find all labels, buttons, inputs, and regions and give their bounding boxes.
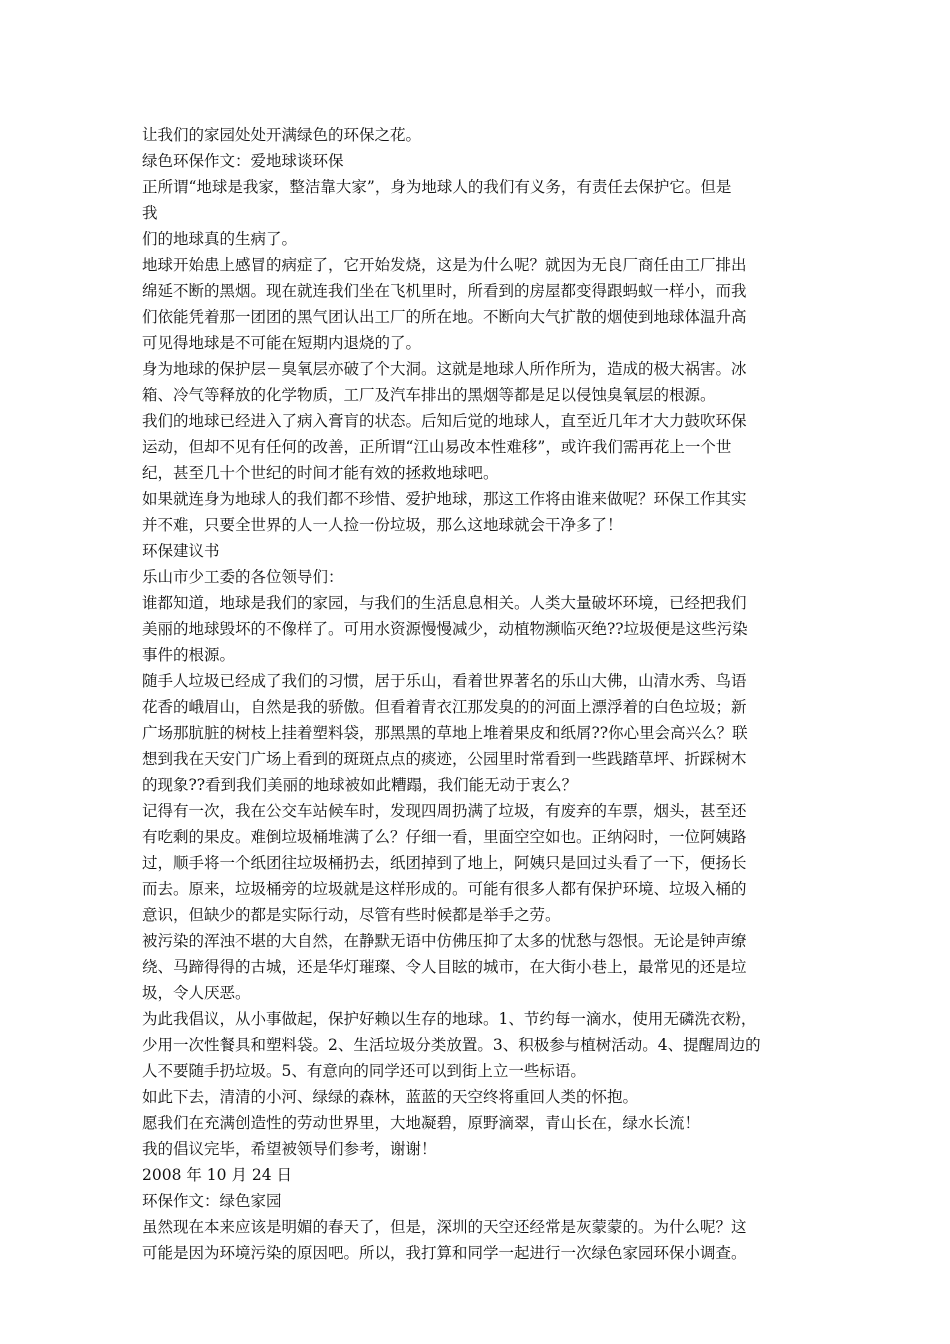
text-line: 虽然现在本来应该是明媚的春天了，但是，深圳的天空还经常是灰蒙蒙的。为什么呢？这 bbox=[142, 1218, 747, 1236]
text-line: 并不难，只要全世界的人一人捡一份垃圾，那么这地球就会干净多了！ bbox=[142, 516, 623, 534]
text-line: 正所谓“地球是我家，整洁靠大家”，身为地球人的我们有义务，有责任去保护它。但是 bbox=[142, 178, 732, 196]
text-line: 可见得地球是不可能在短期内退烧的了。 bbox=[142, 334, 422, 352]
text-line: 可能是因为环境污染的原因吧。所以，我打算和同学一起进行一次绿色家园环保小调查。 bbox=[142, 1244, 747, 1262]
text-line: 我的倡议完毕，希望被领导们参考，谢谢！ bbox=[142, 1140, 437, 1158]
text-line: 愿我们在充满创造性的劳动世界里，大地凝碧，原野滴翠，青山长在，绿水长流！ bbox=[142, 1114, 701, 1132]
text-line: 绕、马蹄得得的古城，还是华灯璀璨、令人目眩的城市，在大街小巷上，最常见的还是垃 bbox=[142, 958, 747, 976]
text-line: 广场那肮脏的树枝上挂着塑料袋，那黑黑的草地上堆着果皮和纸屑??你心里会高兴么？联 bbox=[142, 724, 748, 742]
text-line: 绿色环保作文：爱地球谈环保 bbox=[142, 152, 344, 170]
text-line: 们的地球真的生病了。 bbox=[142, 230, 298, 248]
text-line: 我 bbox=[142, 204, 158, 222]
text-line: 过，顺手将一个纸团往垃圾桶扔去，纸团掉到了地上，阿姨只是回过头看了一下，便扬长 bbox=[142, 854, 747, 872]
text-line: 美丽的地球毁坏的不像样了。可用水资源慢慢减少，动植物濒临灭绝??垃圾便是这些污染 bbox=[142, 620, 748, 638]
text-line: 的现象??看到我们美丽的地球被如此糟蹋，我们能无动于衷么？ bbox=[142, 776, 578, 794]
text-line: 想到我在天安门广场上看到的斑斑点点的痰迹，公园里时常看到一些践踏草坪、折踩树木 bbox=[142, 750, 747, 768]
text-line: 身为地球的保护层－臭氧层亦破了个大洞。这就是地球人所作所为，造成的极大祸害。冰 bbox=[142, 360, 747, 378]
text-line: 花香的峨眉山，自然是我的骄傲。但看着青衣江那发臭的的河面上漂浮着的白色垃圾；新 bbox=[142, 698, 747, 716]
text-line: 圾，令人厌恶。 bbox=[142, 984, 251, 1002]
text-line: 有吃剩的果皮。难倒垃圾桶堆满了么？仔细一看，里面空空如也。正纳闷时，一位阿姨路 bbox=[142, 828, 747, 846]
text-line: 绵延不断的黑烟。现在就连我们坐在飞机里时，所看到的房屋都变得跟蚂蚁一样小，而我 bbox=[142, 282, 747, 300]
text-line: 事件的根源。 bbox=[142, 646, 236, 664]
salutation: 乐山市少工委的各位领导们： bbox=[142, 568, 344, 586]
text-line: 而去。原来，垃圾桶旁的垃圾就是这样形成的。可能有很多人都有保护环境、垃圾入桶的 bbox=[142, 880, 747, 898]
text-line: 们依能凭着那一团团的黑气团认出工厂的所在地。不断向大气扩散的烟使到地球体温升高 bbox=[142, 308, 747, 326]
text-line: 如果就连身为地球人的我们都不珍惜、爱护地球，那这工作将由谁来做呢？环保工作其实 bbox=[142, 490, 747, 508]
text-line: 人不要随手扔垃圾。5、有意向的同学还可以到街上立一些标语。 bbox=[142, 1062, 586, 1080]
section-heading: 环保作文：绿色家园 bbox=[142, 1192, 282, 1210]
text-line: 为此我倡议，从小事做起，保护好赖以生存的地球。1、节约每一滴水，使用无磷洗衣粉， bbox=[142, 1010, 757, 1028]
text-line: 箱、冷气等释放的化学物质，工厂及汽车排出的黑烟等都是足以侵蚀臭氧层的根源。 bbox=[142, 386, 716, 404]
section-heading: 环保建议书 bbox=[142, 542, 220, 560]
text-line: 谁都知道，地球是我们的家园，与我们的生活息息相关。人类大量破坏环境，已经把我们 bbox=[142, 594, 747, 612]
date-line: 2008 年 10 月 24 日 bbox=[142, 1166, 293, 1184]
text-line: 让我们的家园处处开满绿色的环保之花。 bbox=[142, 126, 422, 144]
text-line: 如此下去，清清的小河、绿绿的森林，蓝蓝的天空终将重回人类的怀抱。 bbox=[142, 1088, 639, 1106]
text-line: 少用一次性餐具和塑料袋。2、生活垃圾分类放置。3、积极参与植树活动。4、提醒周边的 bbox=[142, 1036, 761, 1054]
text-line: 运动，但却不见有任何的改善，正所谓“江山易改本性难移”，或许我们需再花上一个世 bbox=[142, 438, 732, 456]
text-line: 随手人垃圾已经成了我们的习惯，居于乐山，看着世界著名的乐山大佛，山清水秀、鸟语 bbox=[142, 672, 747, 690]
text-line: 被污染的浑浊不堪的大自然，在静默无语中仿佛压抑了太多的忧愁与怨恨。无论是钟声缭 bbox=[142, 932, 747, 950]
document-body bbox=[142, 122, 814, 1266]
text-line: 我们的地球已经进入了病入膏肓的状态。后知后觉的地球人，直至近几年才大力鼓吹环保 bbox=[142, 412, 747, 430]
text-line: 纪，甚至几十个世纪的时间才能有效的拯救地球吧。 bbox=[142, 464, 499, 482]
text-line: 意识，但缺少的都是实际行动，尽管有些时候都是举手之劳。 bbox=[142, 906, 561, 924]
text-line: 记得有一次，我在公交车站候车时，发现四周扔满了垃圾，有废弃的车票，烟头，甚至还 bbox=[142, 802, 747, 820]
text-line: 地球开始患上感冒的病症了，它开始发烧，这是为什么呢？就因为无良厂商任由工厂排出 bbox=[142, 256, 747, 274]
